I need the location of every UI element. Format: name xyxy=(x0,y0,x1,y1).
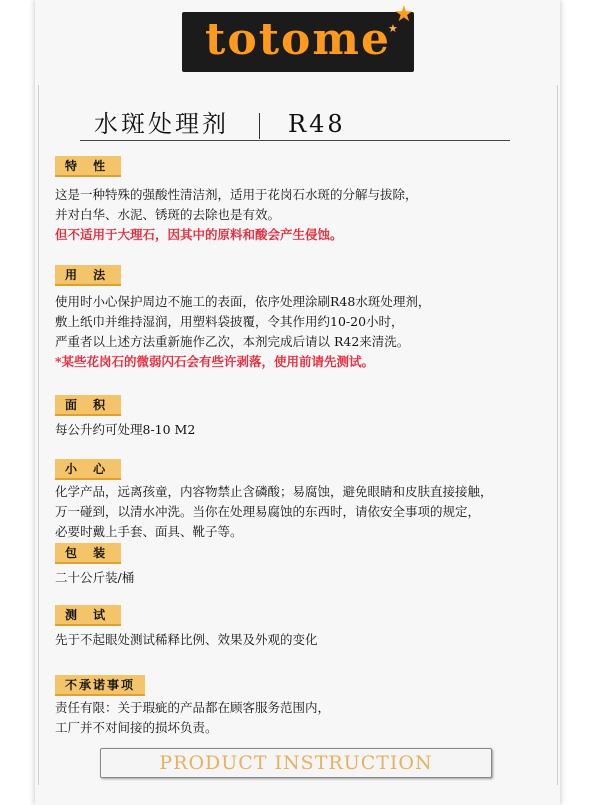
section-packaging xyxy=(55,542,545,588)
section-caution xyxy=(55,458,545,542)
section-features xyxy=(55,155,545,245)
text-line: 先于不起眼处测试稀释比例、效果及外观的变化 xyxy=(55,632,318,647)
footer-banner xyxy=(100,748,492,778)
text-line: 并对白华、水泥、锈斑的去除也是有效。 xyxy=(55,207,281,222)
section-label: 特 性 xyxy=(55,156,121,177)
section-label: 不承诺事项 xyxy=(55,675,145,696)
section-label: 用 法 xyxy=(55,265,121,286)
text-line: 工厂并不对间接的损坏负责。 xyxy=(55,720,218,735)
product-title xyxy=(94,104,346,140)
section-testing xyxy=(55,604,545,650)
section-disclaimer xyxy=(55,674,545,738)
text-line: 这是一种特殊的强酸性清洁剂，适用于花岗石水斑的分解与拔除， xyxy=(55,187,418,202)
text-line: 二十公斤装/桶 xyxy=(55,570,135,585)
section-usage xyxy=(55,264,545,372)
text-line: 使用时小心保护周边不施工的表面，依序处理涂刷R48水斑处理剂， xyxy=(55,294,431,309)
text-line: 万一碰到，以清水冲洗。当你在处理易腐蚀的东西时，请依安全事项的规定， xyxy=(55,504,481,519)
section-coverage xyxy=(55,394,545,440)
title-underline xyxy=(80,140,510,141)
brand-logo xyxy=(182,12,414,72)
footer-text: PRODUCT INSTRUCTION xyxy=(159,752,433,774)
product-code: R48 xyxy=(288,110,346,138)
text-line: 每公升约可处理8-10 M2 xyxy=(55,422,196,437)
section-label: 小 心 xyxy=(55,459,121,480)
warning-line: *某些花岗石的微弱闪石会有些许剥落，使用前请先测试。 xyxy=(55,354,375,369)
title-separator xyxy=(259,113,260,139)
text-line: 化学产品，远离孩童，内容物禁止含磷酸；易腐蚀，避免眼睛和皮肤直接接触， xyxy=(55,484,493,499)
text-line: 严重者以上述方法重新施作乙次，本剂完成后请以 R42来清洗。 xyxy=(55,334,410,349)
text-line: 责任有限：关于瑕疵的产品都在顾客服务范围内， xyxy=(55,700,331,715)
section-label: 测 试 xyxy=(55,605,121,626)
text-line: 敷上纸巾并维持湿润，用塑料袋披覆，令其作用约10-20小时， xyxy=(55,314,404,329)
text-line: 必要时戴上手套、面具、靴子等。 xyxy=(55,524,243,539)
warning-line: 但不适用于大理石，因其中的原料和酸会产生侵蚀。 xyxy=(55,227,343,242)
small-star-icon: ★ xyxy=(388,22,398,35)
product-name: 水斑处理剂 xyxy=(94,110,229,138)
section-label: 面 积 xyxy=(55,395,121,416)
star-icon: ★ xyxy=(394,2,414,27)
section-label: 包 装 xyxy=(55,543,121,564)
brand-logo-text: totome xyxy=(205,14,391,65)
